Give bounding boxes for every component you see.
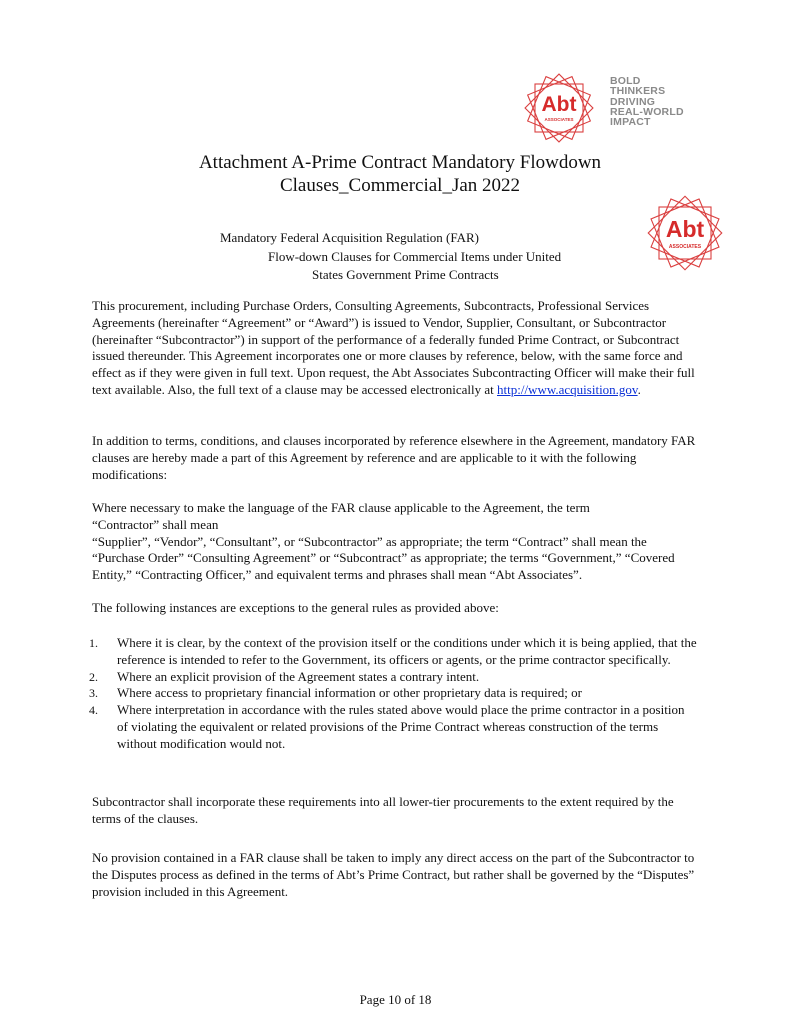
list-item-number: 4. [89,703,98,718]
tagline-line: THINKERS [610,85,666,98]
paragraph-disputes [92,850,697,900]
paragraph-definitions-rest: “Supplier”, “Vendor”, “Consultant”, or “Subcontractor” as appropriate; the term “Contract” shall mean the “Purchase Order” “Consulting Agreement” or “Subcontract” as appropriate; the terms “Government,” “Covered Entity,” “Contracting Officer,” and equivalent terms and phrases shall mean “Abt Associates”. [92,533,675,583]
list-item-text: Where interpretation in accordance with the rules stated above would place the prime contractor in a position of violating the equivalent or related provisions of the Prime Contract whereas construction of the terms without modification would not. [117,702,685,751]
paragraph-definitions-line1: Where necessary to make the language of the FAR clause applicable to the Agreement, the term [92,500,590,515]
paragraph-exceptions-intro [92,600,697,617]
paragraph-modifications [92,433,697,483]
logo-subtext: ASSOCIATES [668,244,702,250]
paragraph-intro-end: . [637,381,641,397]
title-line-2: Clauses_Commercial_Jan 2022 [279,175,521,196]
logo-text: Abt [665,216,705,242]
page-number: Page 10 of 18 [359,992,432,1007]
subtitle-line-1: Mandatory Federal Acquisition Regulation (FAR) [220,230,479,245]
title-line-1: Attachment A-Prime Contract Mandatory Flowdown [198,152,602,173]
logo-subtext: ASSOCIATES [544,117,574,122]
paragraph-definitions [92,500,697,584]
abt-logo-secondary [635,193,735,273]
logo-text: Abt [541,93,577,116]
list-item-number: 2. [89,669,98,684]
paragraph-lower-tier-text: Subcontractor shall incorporate these requirements into all lower-tier procurements to the extent required by the terms of the clauses. [92,794,674,826]
abt-logo-header-icon [516,70,602,146]
paragraph-intro-text: This procurement, including Purchase Orders, Consulting Agreements, Subcontracts, Professional Services Agreements (hereinafter “Agreement” or “Award”) is issued to Vendor, Supplier, Consultant, or Subcontractor (hereinafter “Subcontractor”) in support of the performance of a federally funded Prime Contract, or Subcontract issued thereunder. This Agreement incorporates one or more clauses by reference, below, with the same force and effect as if they were given in full text. Upon request, the Abt Associates Subcontracting Officer will make their full text available. Also, the full text of a clause may be accessed electronically at [92,298,695,397]
tagline-line: BOLD [610,75,641,87]
paragraph-disputes-text: No provision contained in a FAR clause shall be taken to imply any direct access on the part of the Subcontractor to the Disputes process as defined in the terms of Abt’s Prime Contract, but rather shall be governed by the “Disputes” provision included in this Agreement. [92,850,695,899]
list-item [89,685,697,702]
paragraph-intro [92,298,697,399]
paragraph-exceptions-intro-text: The following instances are exceptions to the general rules as provided above: [92,600,499,615]
list-item-text: Where access to proprietary financial information or other proprietary data is required; or [117,685,582,701]
acquisition-gov-link[interactable]: http://www.acquisition.gov [497,381,638,397]
list-item-number: 3. [89,686,98,701]
document-title [150,151,650,197]
brand-tagline [610,76,684,127]
list-item [89,668,697,686]
paragraph-modifications-text: In addition to terms, conditions, and clauses incorporated by reference elsewhere in the Agreement, mandatory FAR clauses are hereby made a part of this Agreement by reference and are applicable to it with the following modifications: [92,433,696,482]
tagline-line: DRIVING [610,95,656,108]
list-item-text: Where an explicit provision of the Agreement states a contrary intent. [117,668,480,684]
paragraph-definitions-line2: “Contractor” shall mean [92,516,219,532]
list-item-number: 1. [89,636,98,650]
tagline-line: IMPACT [610,116,651,129]
list-item [89,702,697,752]
exceptions-list [89,635,697,753]
list-item-text: Where it is clear, by the context of the provision itself or the conditions under which it is being applied, that the reference is intended to refer to the Government, its officers or agents, or the prime contractor specifically. [117,635,697,667]
tagline-line: REAL-WORLD [610,105,684,118]
abt-logo-secondary-icon [635,193,735,273]
list-item [89,635,697,669]
abt-logo-header [516,70,602,146]
paragraph-lower-tier [92,794,697,828]
subtitle-line-3: States Government Prime Contracts [312,267,499,282]
subtitle-line-2: Flow-down Clauses for Commercial Items under United [268,249,562,264]
